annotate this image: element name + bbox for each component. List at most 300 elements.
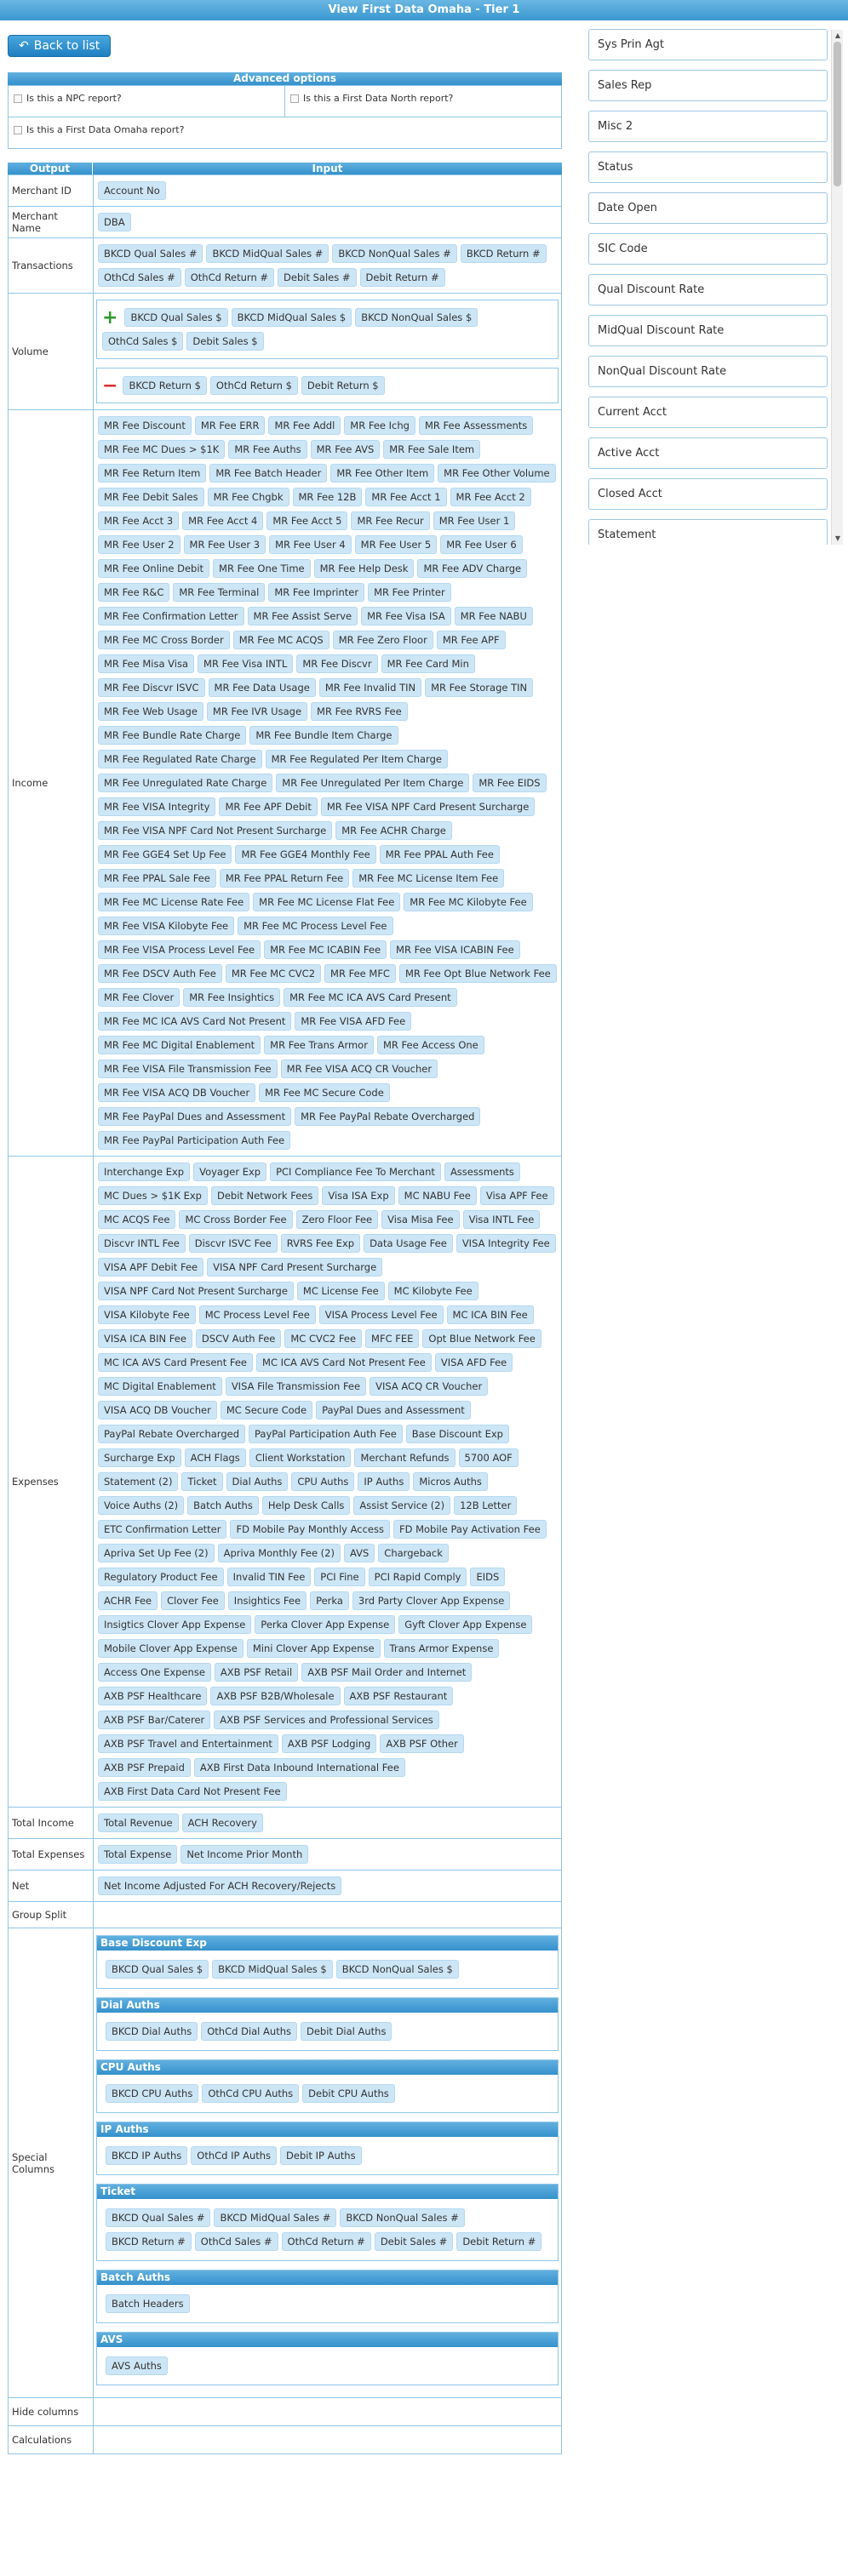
field-chip[interactable]: VISA ACQ DB Voucher [98, 1401, 217, 1419]
scroll-down-icon[interactable]: ▼ [834, 534, 841, 542]
field-chip[interactable]: MR Fee VISA AFD Fee [295, 1012, 411, 1031]
field-chip[interactable]: MR Fee Web Usage [98, 702, 203, 721]
row-inputs[interactable] [94, 2398, 562, 2426]
available-field-item[interactable]: Status [588, 151, 828, 183]
field-chip[interactable]: MC Cross Border Fee [179, 1210, 292, 1229]
field-chip[interactable]: Perka Clover App Expense [255, 1615, 395, 1634]
available-field-item[interactable]: Statement [588, 519, 828, 545]
omaha-option[interactable] [9, 117, 561, 148]
special-column-title: Batch Auths [97, 2270, 558, 2285]
field-chip[interactable]: MR Fee APF [437, 631, 506, 649]
field-chip[interactable]: Debit Dial Auths [301, 2022, 392, 2041]
field-chip[interactable]: MR Fee 12B [293, 488, 363, 506]
available-field-item[interactable]: Sys Prin Agt [588, 29, 828, 60]
field-chip[interactable]: Help Desk Calls [262, 1496, 351, 1515]
field-chip[interactable]: Assessments [444, 1162, 520, 1181]
field-chip[interactable]: MR Fee Assist Serve [248, 607, 358, 625]
field-chip[interactable]: MR Fee MC ICA AVS Card Not Present [98, 1012, 291, 1031]
scrollbar-thumb[interactable] [834, 42, 841, 186]
special-column-inputs[interactable] [97, 2285, 558, 2322]
field-chip[interactable]: VISA ACQ CR Voucher [370, 1377, 488, 1396]
field-chip[interactable]: AXB PSF Restaurant [344, 1687, 454, 1705]
special-column-inputs[interactable] [97, 2075, 558, 2112]
field-chip[interactable]: MC Dues > $1K Exp [98, 1186, 208, 1205]
field-chip[interactable]: MR Fee Access One [377, 1036, 484, 1054]
field-chip[interactable]: MR Fee Zero Floor [333, 631, 433, 649]
field-chip[interactable]: Perka [310, 1591, 349, 1610]
field-chip[interactable]: BKCD NonQual Sales $ [336, 1960, 459, 1979]
field-chip[interactable]: AXB PSF Mail Order and Internet [301, 1663, 472, 1682]
field-chip[interactable]: MR Fee VISA ACQ CR Voucher [281, 1060, 438, 1078]
field-chip[interactable]: ACH Recovery [182, 1813, 263, 1832]
field-chip[interactable]: MC ICA BIN Fee [447, 1305, 534, 1324]
field-chip[interactable]: VISA Process Level Fee [319, 1305, 444, 1324]
field-chip[interactable]: Invalid TIN Fee [227, 1568, 312, 1586]
field-chip[interactable]: AXB PSF Services and Professional Services [214, 1711, 439, 1729]
field-chip[interactable]: MR Fee MC Dues > $1K [98, 440, 225, 459]
field-chip[interactable]: MR Fee Auths [228, 440, 307, 459]
field-chip[interactable]: OthCd Return # [282, 2232, 371, 2251]
field-chip[interactable]: AXB First Data Inbound International Fee [194, 1758, 405, 1777]
field-chip[interactable]: AXB First Data Card Not Present Fee [98, 1782, 287, 1801]
field-chip[interactable]: MR Fee Bundle Rate Charge [98, 726, 246, 745]
field-chip[interactable]: MR Fee VISA NPF Card Not Present Surcharge [98, 821, 332, 840]
field-chip[interactable]: MR Fee Discvr ISVC [98, 678, 205, 697]
field-chip[interactable]: MC CVC2 Fee [284, 1329, 362, 1348]
row-inputs[interactable] [94, 1902, 562, 1928]
field-chip[interactable]: 3rd Party Clover App Expense [352, 1591, 510, 1610]
field-chip[interactable]: VISA Kilobyte Fee [98, 1305, 196, 1324]
field-chip[interactable]: Merchant Refunds [354, 1448, 455, 1467]
field-chip[interactable]: AXB PSF Lodging [282, 1734, 376, 1753]
field-chip[interactable]: Discvr ISVC Fee [189, 1234, 278, 1253]
field-chip[interactable]: AVS Auths [106, 2356, 168, 2375]
field-chip[interactable]: MC NABU Fee [398, 1186, 477, 1205]
field-chip[interactable]: MR Fee Unregulated Per Item Charge [276, 774, 469, 792]
field-chip[interactable]: Visa ISA Exp [322, 1186, 394, 1205]
field-chip[interactable]: Voyager Exp [193, 1162, 266, 1181]
field-chip[interactable]: Debit Network Fees [211, 1186, 318, 1205]
field-chip[interactable]: Statement (2) [98, 1472, 178, 1491]
field-chip[interactable]: MR Fee NABU [455, 607, 533, 625]
field-chip[interactable]: Debit Return # [456, 2232, 541, 2251]
field-chip[interactable]: OthCd Sales # [195, 2232, 278, 2251]
field-chip[interactable]: BKCD IP Auths [106, 2146, 187, 2165]
field-chip[interactable]: DBA [98, 213, 131, 231]
field-chip[interactable]: MR Fee VISA NPF Card Present Surcharge [321, 797, 535, 816]
volume-plus-chips [100, 311, 479, 347]
field-chip[interactable]: OthCd Return $ [210, 376, 298, 395]
field-chip[interactable]: MC ICA AVS Card Not Present Fee [256, 1353, 432, 1372]
field-chip[interactable]: MR Fee Discvr [296, 654, 377, 673]
field-chip[interactable]: Visa Misa Fee [381, 1210, 459, 1229]
field-chip[interactable]: PCI Rapid Comply [369, 1568, 467, 1586]
field-chip[interactable]: MR Fee Sale Item [383, 440, 480, 459]
field-chip[interactable]: MR Fee MC CVC2 [226, 964, 321, 983]
field-chip[interactable]: VISA ICA BIN Fee [98, 1329, 192, 1348]
field-chip[interactable]: BKCD NonQual Sales # [340, 2208, 464, 2227]
scroll-up-icon[interactable]: ▲ [834, 31, 841, 39]
field-chip[interactable]: MR Fee Invalid TIN [319, 678, 421, 697]
field-chip[interactable]: MR Fee Misa Visa [98, 654, 194, 673]
field-chip[interactable]: OthCd Sales $ [102, 332, 183, 351]
row-inputs[interactable] [94, 1871, 562, 1902]
field-chip[interactable]: MR Fee Terminal [173, 583, 265, 602]
field-chip[interactable]: MR Fee Visa INTL [198, 654, 293, 673]
field-chip[interactable]: Trans Armor Expense [384, 1639, 500, 1658]
field-chip[interactable]: BKCD NonQual Sales $ [355, 308, 478, 327]
field-chip[interactable]: MR Fee MC Process Level Fee [238, 917, 392, 935]
field-chip[interactable]: VISA NPF Card Present Surcharge [207, 1258, 382, 1277]
field-chip[interactable]: BKCD Dial Auths [106, 2022, 198, 2041]
field-chip[interactable]: MR Fee MFC [324, 964, 396, 983]
field-chip[interactable]: MR Fee Assessments [419, 416, 533, 435]
field-chip[interactable]: MR Fee Online Debit [98, 559, 209, 578]
north-checkbox[interactable] [290, 94, 299, 103]
field-chip[interactable]: Voice Auths (2) [98, 1496, 184, 1515]
field-chip[interactable]: BKCD Return # [461, 244, 547, 263]
special-column-inputs[interactable] [97, 1951, 558, 1988]
field-chip[interactable]: Apriva Set Up Fee (2) [98, 1544, 215, 1562]
field-chip[interactable]: MR Fee VISA ICABIN Fee [390, 940, 520, 959]
field-chip[interactable]: MR Fee Card Min [381, 654, 475, 673]
field-chip[interactable]: Total Expense [98, 1845, 177, 1864]
field-chip[interactable]: MR Fee APF Debit [219, 797, 317, 816]
available-field-item[interactable]: Misc 2 [588, 111, 828, 142]
npc-option[interactable] [9, 86, 284, 117]
north-option[interactable] [284, 86, 561, 117]
field-chip[interactable]: BKCD MidQual Sales # [206, 244, 329, 263]
field-chip[interactable]: MR Fee Bundle Item Charge [249, 726, 398, 745]
row-special-columns [9, 1928, 562, 2398]
field-chip[interactable]: Client Workstation [249, 1448, 352, 1467]
field-chip[interactable]: MR Fee User 4 [269, 535, 352, 554]
field-chip[interactable]: MR Fee MC ICA AVS Card Present [284, 988, 457, 1007]
field-chip[interactable]: MR Fee Chgbk [208, 488, 289, 506]
field-chip[interactable]: Debit Sales # [375, 2232, 454, 2251]
field-chip[interactable]: MC Digital Enablement [98, 1377, 222, 1396]
field-chip[interactable]: Debit CPU Auths [302, 2084, 395, 2103]
field-chip[interactable]: MR Fee Acct 2 [450, 488, 531, 506]
field-chip[interactable]: PCI Compliance Fee To Merchant [270, 1162, 441, 1181]
field-chip[interactable]: MR Fee VISA Process Level Fee [98, 940, 261, 959]
field-chip[interactable]: MR Fee Debit Sales [98, 488, 204, 506]
field-chip[interactable]: Clover Fee [161, 1591, 225, 1610]
field-chip[interactable]: MR Fee MC Cross Border [98, 631, 230, 649]
special-column-inputs[interactable] [97, 2199, 558, 2260]
field-chip[interactable]: MR Fee ERR [195, 416, 266, 435]
field-chip[interactable]: ACHR Fee [98, 1591, 158, 1610]
field-chip[interactable]: MR Fee Regulated Rate Charge [98, 750, 262, 768]
field-chip[interactable]: MR Fee User 5 [355, 535, 438, 554]
plus-icon: + [102, 307, 118, 328]
field-chip[interactable]: MC Secure Code [221, 1401, 312, 1419]
field-chip[interactable]: MC ACQS Fee [98, 1210, 175, 1229]
field-chip[interactable]: MR Fee User 1 [433, 511, 516, 530]
row-inputs[interactable] [94, 1808, 562, 1839]
row-inputs[interactable] [94, 2426, 562, 2454]
field-chip[interactable]: Zero Floor Fee [296, 1210, 379, 1229]
field-chip[interactable]: Assist Service (2) [353, 1496, 450, 1515]
field-chip[interactable]: Batch Headers [106, 2294, 190, 2313]
field-chip[interactable]: MR Fee Printer [368, 583, 451, 602]
field-chip[interactable]: MR Fee PPAL Sale Fee [98, 869, 216, 888]
omaha-checkbox[interactable] [14, 126, 22, 134]
field-chip[interactable]: MR Fee PPAL Return Fee [220, 869, 349, 888]
field-chip[interactable]: VISA APF Debit Fee [98, 1258, 203, 1277]
field-chip[interactable]: MR Fee Other Item [330, 464, 434, 483]
field-chip[interactable]: MR Fee GGE4 Monthly Fee [235, 845, 375, 864]
field-chip[interactable]: Account No [98, 181, 166, 200]
field-chip[interactable]: MR Fee IVR Usage [207, 702, 307, 721]
field-chip[interactable]: BKCD Return $ [123, 376, 206, 395]
field-chip[interactable]: Chargeback [378, 1544, 449, 1562]
field-chip[interactable]: MR Fee Visa ISA [361, 607, 451, 625]
field-chip[interactable]: MR Fee One Time [213, 559, 311, 578]
available-field-item[interactable]: SIC Code [588, 233, 828, 265]
field-chip[interactable]: MR Fee ADV Charge [417, 559, 527, 578]
field-chip[interactable]: ACH Flags [185, 1448, 246, 1467]
field-chip[interactable]: PayPal Rebate Overcharged [98, 1425, 245, 1443]
field-chip[interactable]: MR Fee PayPal Participation Auth Fee [98, 1131, 290, 1150]
field-chip[interactable]: Base Discount Exp [406, 1425, 509, 1443]
field-chip[interactable]: MR Fee MC License Rate Fee [98, 893, 249, 911]
field-chip[interactable]: Apriva Monthly Fee (2) [218, 1544, 341, 1562]
field-chip[interactable]: BKCD MidQual Sales # [214, 2208, 336, 2227]
field-chip[interactable]: MR Fee Discount [98, 416, 192, 435]
field-chip[interactable]: Micros Auths [413, 1472, 488, 1491]
back-to-list-button[interactable] [8, 35, 111, 57]
special-column-group [96, 1935, 559, 1989]
field-chip[interactable]: MR Fee User 6 [440, 535, 523, 554]
field-chip[interactable]: MR Fee Data Usage [209, 678, 316, 697]
field-chip[interactable]: Debit IP Auths [280, 2146, 362, 2165]
row-inputs[interactable] [94, 1157, 562, 1808]
field-chip[interactable]: Debit Return $ [301, 376, 385, 395]
field-chip[interactable]: MR Fee Unregulated Rate Charge [98, 774, 272, 792]
field-chip[interactable]: Ticket [181, 1472, 222, 1491]
field-chip[interactable]: MC ICA AVS Card Present Fee [98, 1353, 253, 1372]
field-chip[interactable]: RVRS Fee Exp [281, 1234, 360, 1253]
field-chip[interactable]: Total Revenue [98, 1813, 179, 1832]
field-chip[interactable]: MR Fee AVS [311, 440, 381, 459]
field-chip[interactable]: FD Mobile Pay Monthly Access [230, 1520, 390, 1539]
field-chip[interactable]: Regulatory Product Fee [98, 1568, 224, 1586]
field-chip[interactable]: Mini Clover App Expense [247, 1639, 381, 1658]
field-chip[interactable]: MR Fee VISA File Transmission Fee [98, 1060, 278, 1078]
field-chip[interactable]: MR Fee MC ACQS [233, 631, 329, 649]
volume-minus-box[interactable] [96, 368, 559, 403]
field-chip[interactable]: PayPal Participation Auth Fee [249, 1425, 403, 1443]
field-chip[interactable]: BKCD Qual Sales # [98, 244, 203, 263]
field-chip[interactable]: MR Fee VISA Integrity [98, 797, 215, 816]
field-chip[interactable]: FD Mobile Pay Activation Fee [393, 1520, 547, 1539]
field-chip[interactable]: MR Fee Acct 4 [182, 511, 263, 530]
field-chip[interactable]: MC Kilobyte Fee [388, 1282, 478, 1300]
field-chip[interactable]: Dial Auths [226, 1472, 289, 1491]
available-field-item[interactable]: Qual Discount Rate [588, 274, 828, 306]
field-chip[interactable]: OthCd Sales # [98, 268, 181, 287]
available-field-item[interactable]: Date Open [588, 192, 828, 224]
field-chip[interactable]: MR Fee VISA ACQ DB Voucher [98, 1083, 255, 1102]
field-chip[interactable]: MR Fee EIDS [473, 774, 546, 792]
field-chip[interactable]: MR Fee PPAL Auth Fee [380, 845, 500, 864]
row-inputs[interactable] [94, 1839, 562, 1871]
field-chip[interactable]: Gyft Clover App Expense [398, 1615, 532, 1634]
field-chip[interactable]: MR Fee VISA Kilobyte Fee [98, 917, 234, 935]
field-chip[interactable]: MR Fee ACHR Charge [335, 821, 452, 840]
field-chip[interactable]: MR Fee Acct 5 [266, 511, 347, 530]
field-chip[interactable]: Opt Blue Network Fee [422, 1329, 541, 1348]
field-chip[interactable]: 12B Letter [454, 1496, 517, 1515]
field-chip[interactable]: AXB PSF Healthcare [98, 1687, 207, 1705]
field-chip[interactable]: AVS [344, 1544, 375, 1562]
field-chip[interactable]: BKCD CPU Auths [106, 2084, 198, 2103]
field-chip[interactable]: MR Fee Imprinter [268, 583, 364, 602]
field-chip[interactable]: Visa APF Fee [480, 1186, 554, 1205]
special-column-inputs[interactable] [97, 2013, 558, 2050]
field-chip[interactable]: Mobile Clover App Expense [98, 1639, 244, 1658]
field-chip[interactable]: MR Fee Recur [351, 511, 429, 530]
special-column-inputs[interactable] [97, 2347, 558, 2385]
field-chip[interactable]: OthCd CPU Auths [202, 2084, 299, 2103]
special-column-group [96, 2122, 559, 2175]
field-chip[interactable]: MR Fee MC Kilobyte Fee [404, 893, 532, 911]
field-chip[interactable]: MR Fee Other Volume [438, 464, 555, 483]
field-chip[interactable]: MFC FEE [365, 1329, 419, 1348]
field-chip[interactable]: BKCD Return # [106, 2232, 192, 2251]
special-column-title: CPU Auths [97, 2060, 558, 2075]
row-label: Total Expenses [9, 1839, 94, 1871]
field-chip[interactable]: OthCd Dial Auths [201, 2022, 297, 2041]
field-chip[interactable]: MR Fee Acct 3 [98, 511, 179, 530]
field-chip[interactable]: Net Income Adjusted For ACH Recovery/Rejects [98, 1876, 341, 1895]
field-chip[interactable]: EIDS [470, 1568, 505, 1586]
field-chip[interactable]: MC Process Level Fee [199, 1305, 316, 1324]
field-chip[interactable]: Debit Sales # [278, 268, 357, 287]
field-chip[interactable]: PayPal Dues and Assessment [316, 1401, 471, 1419]
north-label: Is this a First Data North report? [303, 93, 454, 104]
field-chip[interactable]: MR Fee MC License Item Fee [352, 869, 504, 888]
available-field-item[interactable]: Sales Rep [588, 70, 828, 101]
field-chip[interactable]: MR Fee Acct 1 [365, 488, 446, 506]
row-inputs[interactable] [94, 175, 562, 207]
field-chip[interactable]: MR Fee Addl [268, 416, 341, 435]
special-column-inputs[interactable] [97, 2137, 558, 2174]
field-chip[interactable]: MR Fee Trans Armor [264, 1036, 374, 1054]
field-chip[interactable]: AXB PSF Bar/Caterer [98, 1711, 210, 1729]
field-chip[interactable]: VISA AFD Fee [435, 1353, 513, 1372]
field-chip[interactable]: MR Fee MC License Flat Fee [253, 893, 400, 911]
field-chip[interactable]: BKCD Qual Sales $ [106, 1960, 209, 1979]
field-chip[interactable]: BKCD Qual Sales $ [124, 308, 227, 327]
field-chip[interactable]: AXB PSF Prepaid [98, 1758, 191, 1777]
field-chip[interactable]: MR Fee Storage TIN [425, 678, 533, 697]
field-chip[interactable]: Net Income Prior Month [180, 1845, 308, 1864]
available-field-item[interactable]: Closed Acct [588, 478, 828, 510]
field-chip[interactable]: ETC Confirmation Letter [98, 1520, 226, 1539]
available-field-item[interactable]: Active Acct [588, 437, 828, 469]
field-chip[interactable]: MR Fee Insightics [183, 988, 280, 1007]
field-chip[interactable]: Debit Sales $ [186, 332, 263, 351]
field-chip[interactable]: BKCD NonQual Sales # [332, 244, 456, 263]
field-chip[interactable]: MC License Fee [297, 1282, 385, 1300]
field-chip[interactable]: AXB PSF Other [380, 1734, 463, 1753]
field-chip[interactable]: Debit Return # [360, 268, 445, 287]
available-field-item[interactable]: Current Acct [588, 397, 828, 428]
available-field-item[interactable]: MidQual Discount Rate [588, 315, 828, 346]
field-chip[interactable]: MR Fee Opt Blue Network Fee [399, 964, 557, 983]
row-inputs[interactable] [94, 410, 562, 1157]
sidebar-scrollbar[interactable] [831, 30, 843, 545]
field-chip[interactable]: Surcharge Exp [98, 1448, 181, 1467]
field-chip[interactable]: MR Fee RVRS Fee [311, 702, 408, 721]
row-inputs[interactable] [94, 238, 562, 294]
field-chip[interactable]: MR Fee PayPal Rebate Overcharged [295, 1107, 480, 1126]
volume-plus-box[interactable] [96, 300, 559, 359]
field-chip[interactable]: MR Fee Batch Header [209, 464, 327, 483]
field-chip[interactable]: MR Fee Return Item [98, 464, 206, 483]
field-chip[interactable]: MR Fee Help Desk [314, 559, 415, 578]
field-chip[interactable]: BKCD MidQual Sales $ [232, 308, 352, 327]
field-chip[interactable]: CPU Auths [291, 1472, 354, 1491]
field-chip[interactable]: MR Fee MC ICABIN Fee [264, 940, 387, 959]
field-chip[interactable]: MR Fee DSCV Auth Fee [98, 964, 222, 983]
row-label: Volume [9, 294, 94, 410]
field-chip[interactable]: MR Fee User 2 [98, 535, 180, 554]
field-chip[interactable]: MR Fee MC Secure Code [259, 1083, 390, 1102]
field-chip[interactable]: VISA File Transmission Fee [226, 1377, 366, 1396]
field-chip[interactable]: VISA Integrity Fee [456, 1234, 556, 1253]
npc-checkbox[interactable] [14, 94, 22, 103]
field-chip[interactable]: MR Fee Ichg [344, 416, 415, 435]
field-chip[interactable]: VISA NPF Card Not Present Surcharge [98, 1282, 294, 1300]
field-chip[interactable]: MR Fee PayPal Dues and Assessment [98, 1107, 291, 1126]
field-chip[interactable]: BKCD MidQual Sales $ [212, 1960, 333, 1979]
field-chip[interactable]: DSCV Auth Fee [196, 1329, 281, 1348]
field-chip[interactable]: OthCd Return # [185, 268, 274, 287]
field-chip[interactable]: Insightics Fee [228, 1591, 307, 1610]
field-chip[interactable]: AXB PSF Retail [215, 1663, 298, 1682]
field-chip[interactable]: MR Fee User 3 [184, 535, 266, 554]
field-chip[interactable]: Interchange Exp [98, 1162, 190, 1181]
field-chip[interactable]: IP Auths [358, 1472, 410, 1491]
available-field-item[interactable]: NonQual Discount Rate [588, 356, 828, 387]
field-chip[interactable]: BKCD Qual Sales # [106, 2208, 210, 2227]
field-chip[interactable]: MR Fee Regulated Per Item Charge [266, 750, 448, 768]
field-chip[interactable]: MR Fee R&C [98, 583, 169, 602]
row-inputs[interactable] [94, 207, 562, 238]
field-chip[interactable]: AXB PSF Travel and Entertainment [98, 1734, 278, 1753]
field-chip[interactable]: OthCd IP Auths [191, 2146, 277, 2165]
field-chip[interactable]: Data Usage Fee [364, 1234, 453, 1253]
special-columns-groups [94, 1928, 562, 2398]
row-calculations [9, 2426, 562, 2454]
field-chip[interactable]: PCI Fine [314, 1568, 364, 1586]
field-chip[interactable]: MR Fee Clover [98, 988, 180, 1007]
field-chip[interactable]: MR Fee GGE4 Set Up Fee [98, 845, 232, 864]
field-chip[interactable]: MR Fee MC Digital Enablement [98, 1036, 261, 1054]
field-chip[interactable]: Discvr INTL Fee [98, 1234, 186, 1253]
field-chip[interactable]: Insigtics Clover App Expense [98, 1615, 251, 1634]
field-chip[interactable]: Visa INTL Fee [463, 1210, 541, 1229]
field-chip[interactable]: 5700 AOF [459, 1448, 519, 1467]
field-chip[interactable]: MR Fee Confirmation Letter [98, 607, 244, 625]
field-chip[interactable]: AXB PSF B2B/Wholesale [210, 1687, 340, 1705]
special-column-title: IP Auths [97, 2122, 558, 2137]
field-chip[interactable]: Access One Expense [98, 1663, 211, 1682]
field-chip[interactable]: Batch Auths [187, 1496, 259, 1515]
